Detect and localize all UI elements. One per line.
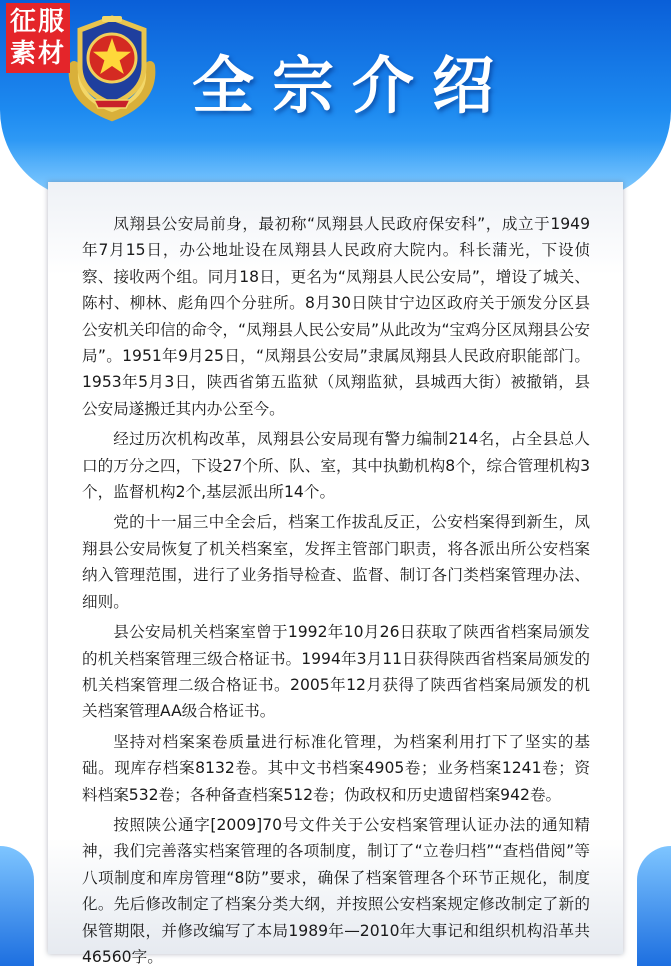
police-emblem-icon [52, 8, 172, 128]
paragraph: 凤翔县公安局前身，最初称“凤翔县人民政府保安科”，成立于1949年7月15日，办公地址设在凤翔县人民政府大院内。科长蒲光，下设侦察、接收两个组。同月18日，更名为“凤翔县人民公安局”，增设了城关、陈村、柳林、彪角四个分驻所。8月30日陕甘宁边区政府关于颁发分区县公安机关印信的命令，“凤翔县人民公安局”从此改为“宝鸡分区凤翔县公安局”。1951年9月25日，“凤翔县公安局”隶属凤翔县人民政府职能部门。1953年5月3日，陕西省第五监狱（凤翔监狱，县城西大街）被撤销，县公安局遂搬迁其内办公至今。 [82, 215, 590, 418]
paragraph: 县公安局机关档案室曾于1992年10月26日获取了陕西省档案局颁发的机关档案管理三级合格证书。1994年3月11日获得陕西省档案局颁发的机关档案管理二级合格证书。2005年12月获得了陕西省档案局颁发的机关档案管理AA级合格证书。 [82, 623, 590, 721]
watermark-line1: 征服 [9, 7, 66, 37]
paragraph: 经过历次机构改革，凤翔县公安局现有警力编制214名，占全县总人口的万分之四，下设27个所、队、室，其中执勤机构8个，综合管理机构3个，监督机构2个,基层派出所14个。 [82, 430, 590, 502]
paragraph: 按照陕公通字[2009]70号文件关于公安档案管理认证办法的通知精神，我们完善落实档案管理的各项制度，制订了“立卷归档”“查档借阅”等八项制度和库房管理“8防”要求，确保了档案管理各个环节正规化，制度化。先后修改制定了档案分类大纲，并按照公安档案规定修改制定了新的保管期限，并修改编写了本局1989年—2010年大事记和组织机构沿革共46560字。 [82, 815, 590, 966]
watermark-badge [6, 3, 70, 73]
body-text [82, 211, 590, 974]
watermark-line2: 素材 [9, 39, 66, 69]
paragraph: 党的十一届三中全会后，档案工作拔乱反正，公安档案得到新生，凤翔县公安局恢复了机关档案室，发挥主管部门职责，将各派出所公安档案纳入管理范围，进行了业务指导检查、监督、制订各门类档案管理办法、细则。 [82, 513, 590, 611]
decorative-corner-right [637, 846, 671, 966]
page-title: 全宗介绍 [192, 49, 513, 122]
paragraph: 坚持对档案案卷质量进行标准化管理，为档案利用打下了坚实的基础。现库存档案8132卷。其中文书档案4905卷；业务档案1241卷；资料档案532卷；各种备查档案512卷；伪政权和历史遗留档案942卷。 [82, 732, 590, 804]
decorative-corner-left [0, 846, 34, 966]
